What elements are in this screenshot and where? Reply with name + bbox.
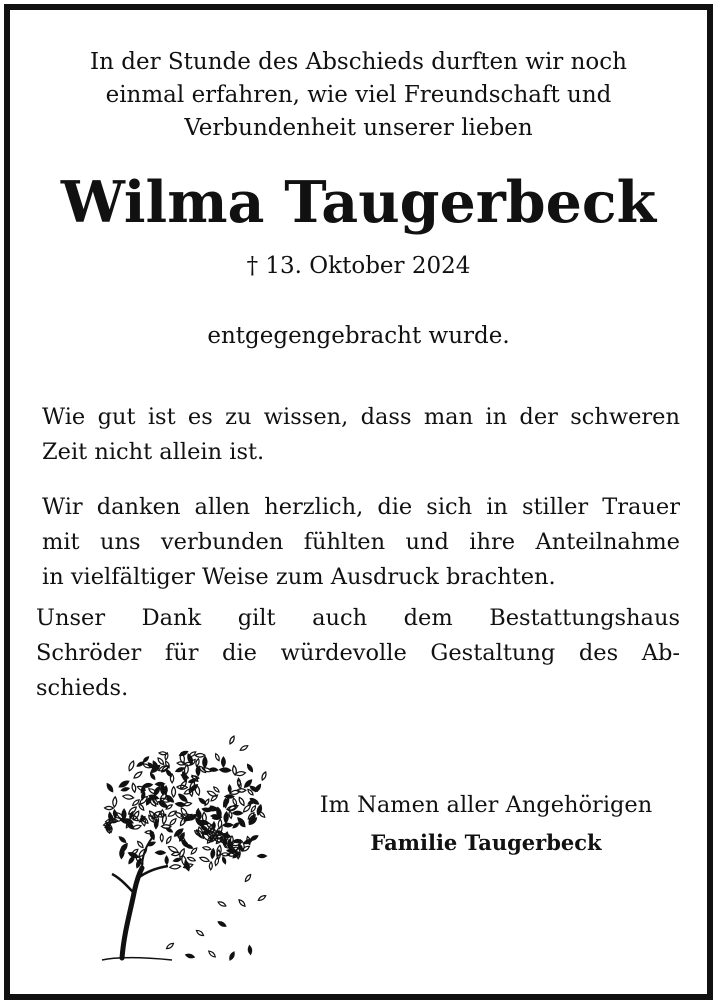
intro-line: In der Stunde des Abschieds durften wir noch: [90, 49, 627, 75]
deceased-name: Wilma Taugerbeck: [60, 169, 657, 236]
paragraph-comfort: [42, 400, 680, 470]
paragraph-line: Zeit nicht allein ist.: [42, 439, 265, 465]
intro-continuation: entgegengebracht wurde.: [207, 323, 510, 349]
paragraph-line: Unser Dank gilt auch dem Bestattungshaus: [36, 605, 680, 631]
signature-family: Familie Taugerbeck: [370, 830, 602, 855]
signature-line: Im Namen aller Angehörigen: [319, 792, 653, 818]
paragraph-line: Wir danken allen herzlich, die sich in stiller Trauer: [42, 494, 680, 520]
obituary-frame: [4, 4, 713, 1000]
signature-block: [300, 786, 672, 862]
paragraph-funeral-home: [36, 601, 680, 706]
paragraph-thanks: [42, 490, 680, 595]
paragraph-line: in vielfältiger Weise zum Ausdruck brachten.: [42, 564, 556, 590]
paragraph-line: mit uns verbunden fühlten und ihre Anteilnahme: [42, 529, 680, 555]
intro-text: [10, 46, 707, 145]
intro-line: Verbundenheit unserer lieben: [184, 115, 533, 141]
windblown-tree-icon: [72, 728, 272, 966]
paragraph-line: schieds.: [36, 675, 129, 701]
intro-line: einmal erfahren, wie viel Freundschaft und: [105, 82, 612, 108]
paragraph-line: Schröder für die würdevolle Gestaltung des Ab-: [36, 640, 680, 666]
paragraph-line: Wie gut ist es zu wissen, dass man in der schweren: [42, 404, 680, 430]
death-date: † 13. Oktober 2024: [246, 253, 471, 279]
